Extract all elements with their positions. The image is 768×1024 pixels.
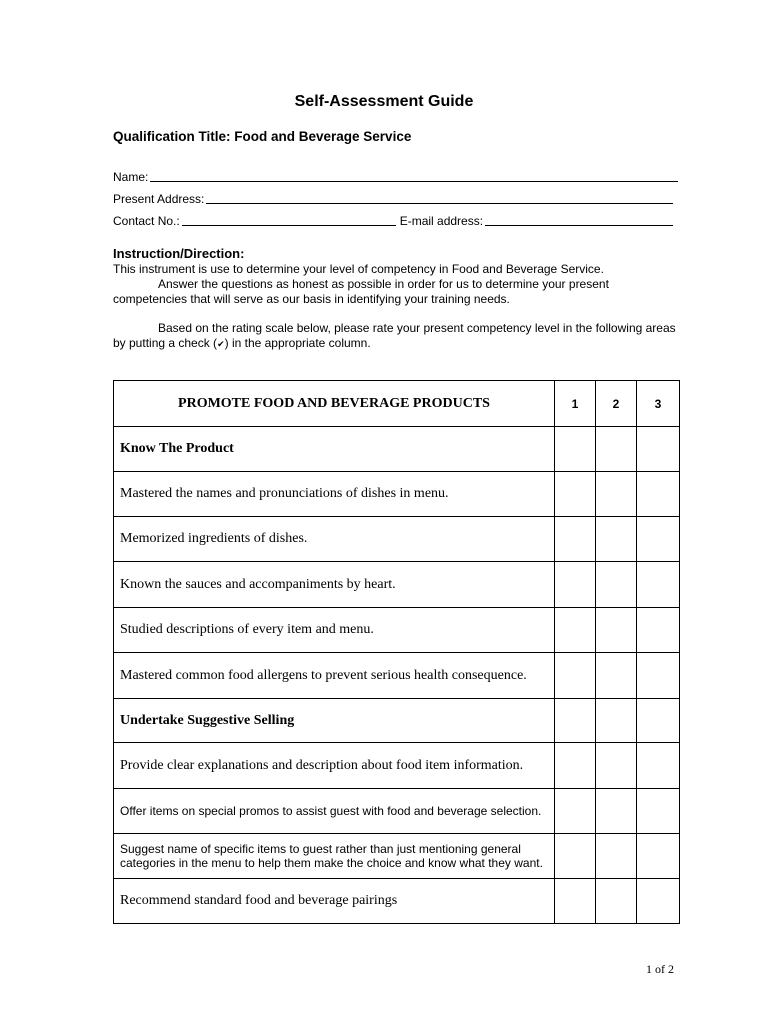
rating-cell-1[interactable] xyxy=(555,608,596,653)
check-icon: ✔ xyxy=(217,339,225,349)
email-blank-line[interactable] xyxy=(485,213,673,226)
rating-cell-2[interactable] xyxy=(596,743,637,789)
rating-cell-2[interactable] xyxy=(596,699,637,743)
qualification-title: Qualification Title: Food and Beverage Service xyxy=(113,129,412,144)
name-label: Name: xyxy=(113,170,149,184)
contact-field-row xyxy=(113,212,673,228)
table-row xyxy=(114,743,680,789)
instruction-line-1: This instrument is use to determine your level of competency in Food and Beverage Service. xyxy=(113,262,604,276)
address-field-row xyxy=(113,190,673,206)
competency-item: Memorized ingredients of dishes. xyxy=(114,517,555,562)
email-label: E-mail address: xyxy=(399,214,484,228)
rating-cell-2[interactable] xyxy=(596,834,637,879)
contact-blank-line[interactable] xyxy=(182,213,396,226)
competency-item: Offer items on special promos to assist guest with food and beverage selection. xyxy=(114,789,555,834)
section-title: Know The Product xyxy=(114,427,555,472)
rating-cell-1[interactable] xyxy=(555,517,596,562)
competency-item: Recommend standard food and beverage pairings xyxy=(114,879,555,924)
page-number: 1 of 2 xyxy=(646,962,674,976)
rating-cell-1[interactable] xyxy=(555,427,596,472)
competency-item: Studied descriptions of every item and menu. xyxy=(114,608,555,653)
table-row xyxy=(114,472,680,517)
rating-cell-3[interactable] xyxy=(637,653,680,699)
rating-cell-2[interactable] xyxy=(596,879,637,924)
rating-cell-2[interactable] xyxy=(596,472,637,517)
rating-cell-1[interactable] xyxy=(555,472,596,517)
name-field-row xyxy=(113,168,678,184)
rating-cell-1[interactable] xyxy=(555,699,596,743)
rating-cell-3[interactable] xyxy=(637,562,680,608)
scale-3-header: 3 xyxy=(637,381,680,427)
rating-cell-2[interactable] xyxy=(596,562,637,608)
rating-cell-1[interactable] xyxy=(555,653,596,699)
section-title: Undertake Suggestive Selling xyxy=(114,699,555,743)
competency-item: Suggest name of specific items to guest rather than just mentioning general categories in the menu to help them make the choice and know what they want. xyxy=(114,834,555,879)
assessment-table xyxy=(113,380,680,924)
competency-item: Mastered common food allergens to prevent serious health consequence. xyxy=(114,653,555,699)
rating-cell-2[interactable] xyxy=(596,517,637,562)
address-label: Present Address: xyxy=(113,192,205,206)
instruction-line-3b: ) in the appropriate column. xyxy=(224,336,371,350)
rating-cell-3[interactable] xyxy=(637,608,680,653)
competency-item: Mastered the names and pronunciations of dishes in menu. xyxy=(114,472,555,517)
section-row xyxy=(114,699,680,743)
rating-cell-2[interactable] xyxy=(596,427,637,472)
rating-cell-1[interactable] xyxy=(555,743,596,789)
table-row xyxy=(114,653,680,699)
address-blank-line[interactable] xyxy=(206,191,673,204)
rating-cell-2[interactable] xyxy=(596,608,637,653)
table-header: PROMOTE FOOD AND BEVERAGE PRODUCTS xyxy=(114,381,555,427)
instruction-line-2-text: Answer the questions as honest as possible in order for us to determine your present competencies that will serve as our basis in identifying your training needs. xyxy=(113,277,609,306)
rating-cell-3[interactable] xyxy=(637,427,680,472)
rating-cell-3[interactable] xyxy=(637,699,680,743)
rating-cell-1[interactable] xyxy=(555,562,596,608)
instruction-heading: Instruction/Direction: xyxy=(113,246,245,261)
section-row xyxy=(114,427,680,472)
rating-cell-3[interactable] xyxy=(637,879,680,924)
scale-2-header: 2 xyxy=(596,381,637,427)
rating-cell-3[interactable] xyxy=(637,834,680,879)
rating-cell-3[interactable] xyxy=(637,517,680,562)
scale-1-header: 1 xyxy=(555,381,596,427)
rating-cell-1[interactable] xyxy=(555,834,596,879)
name-blank-line[interactable] xyxy=(150,169,678,182)
rating-cell-3[interactable] xyxy=(637,743,680,789)
page-title: Self-Assessment Guide xyxy=(294,93,474,110)
rating-cell-1[interactable] xyxy=(555,879,596,924)
competency-item: Provide clear explanations and description about food item information. xyxy=(114,743,555,789)
rating-cell-2[interactable] xyxy=(596,789,637,834)
rating-cell-2[interactable] xyxy=(596,653,637,699)
instruction-line-3 xyxy=(113,321,678,352)
competency-item: Known the sauces and accompaniments by heart. xyxy=(114,562,555,608)
instruction-line-3a: Based on the rating scale below, please rate your present competency level in the following areas by putting a check ( xyxy=(113,321,676,350)
table-header-row xyxy=(114,381,680,427)
table-row xyxy=(114,517,680,562)
rating-cell-1[interactable] xyxy=(555,789,596,834)
table-row xyxy=(114,834,680,879)
rating-cell-3[interactable] xyxy=(637,472,680,517)
table-row xyxy=(114,562,680,608)
instruction-line-2 xyxy=(113,277,678,307)
table-row xyxy=(114,789,680,834)
table-row xyxy=(114,879,680,924)
table-row xyxy=(114,608,680,653)
rating-cell-3[interactable] xyxy=(637,789,680,834)
contact-label: Contact No.: xyxy=(113,214,180,228)
